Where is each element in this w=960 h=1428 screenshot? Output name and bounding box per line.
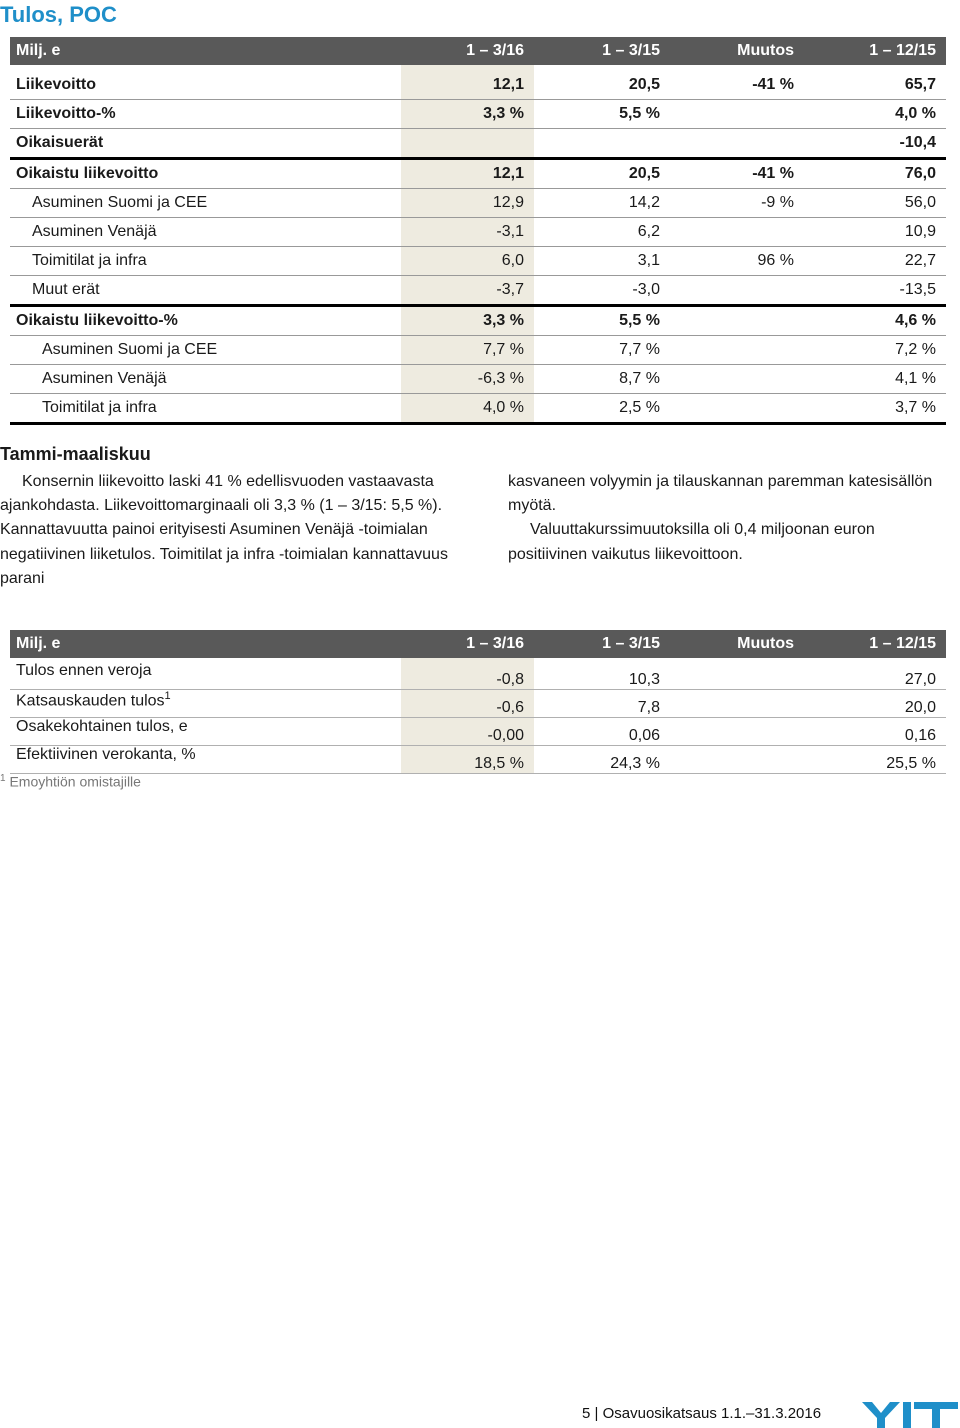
cell-value: 6,0 — [401, 247, 534, 276]
cell-value: -41 % — [670, 71, 804, 100]
row-label: Oikaistu liikevoitto — [10, 159, 401, 189]
page-title: Tulos, POC — [0, 2, 117, 27]
header-unit: Milj. e — [10, 37, 401, 65]
cell-value: 10,9 — [804, 218, 946, 247]
table-row — [10, 71, 946, 100]
table-row — [10, 100, 946, 129]
paragraph-text: Valuuttakurssimuutoksilla oli 0,4 miljoonan euron positiivinen vaikutus liikevoittoon. — [508, 521, 875, 563]
cell-value: 4,0 % — [401, 394, 534, 424]
cell-value: 18,5 % — [401, 746, 534, 774]
header-q1-2016: 1 – 3/16 — [401, 37, 534, 65]
table-row — [10, 129, 946, 159]
footnote-text: Emoyhtiön omistajille — [9, 773, 141, 790]
footnote-ref: 1 — [164, 690, 171, 702]
footnote-marker: 1 — [0, 773, 6, 784]
cell-value: 65,7 — [804, 71, 946, 100]
row-label: Toimitilat ja infra — [10, 394, 401, 424]
cell-value: 3,1 — [534, 247, 670, 276]
table-header-row — [10, 630, 946, 658]
cell-value — [670, 336, 804, 365]
row-label: Oikaistu liikevoitto-% — [10, 306, 401, 336]
table-row — [10, 690, 946, 718]
cell-value: 4,0 % — [804, 100, 946, 129]
cell-value — [670, 100, 804, 129]
cell-value: -6,3 % — [401, 365, 534, 394]
cell-value: -3,0 — [534, 276, 670, 306]
cell-value: 7,2 % — [804, 336, 946, 365]
cell-value: 3,3 % — [401, 100, 534, 129]
cell-value: 3,7 % — [804, 394, 946, 424]
table-row — [10, 662, 946, 690]
row-label: Asuminen Venäjä — [10, 365, 401, 394]
table-row — [10, 394, 946, 424]
row-label: Muut erät — [10, 276, 401, 306]
cell-value: 5,5 % — [534, 306, 670, 336]
page-number: 5 — [582, 1405, 591, 1422]
row-label: Asuminen Venäjä — [10, 218, 401, 247]
row-label — [10, 690, 401, 718]
report-name: Osavuosikatsaus 1.1.–31.3.2016 — [602, 1405, 822, 1422]
table-row — [10, 276, 946, 306]
cell-value: -9 % — [670, 189, 804, 218]
header-fy-2015: 1 – 12/15 — [804, 630, 946, 658]
cell-value: 96 % — [670, 247, 804, 276]
header-change: Muutos — [670, 37, 804, 65]
header-q1-2015: 1 – 3/15 — [534, 630, 670, 658]
paragraph-text: Konsernin liikevoitto laski 41 % edellisvuoden vastaavasta ajankohdasta. Liikevoittomarginaali oli 3,3 % (1 – 3/15: 5,5 %). Kannattavuutta painoi erityisesti Asuminen Venäjä -toimialan negatiivinen liiketulos. Toimitilat ja infra -toimialan kannattavuus parani — [0, 473, 448, 587]
page-footer — [582, 1405, 821, 1422]
cell-value: 22,7 — [804, 247, 946, 276]
cell-value — [670, 129, 804, 159]
row-label: Oikaisuerät — [10, 129, 401, 159]
cell-value — [670, 365, 804, 394]
cell-value — [534, 129, 670, 159]
header-fy-2015: 1 – 12/15 — [804, 37, 946, 65]
operating-profit-table — [10, 37, 946, 425]
cell-value — [670, 394, 804, 424]
cell-value: 0,06 — [534, 718, 670, 746]
row-label: Asuminen Suomi ja CEE — [10, 336, 401, 365]
cell-value: 7,8 — [534, 690, 670, 718]
cell-value — [401, 129, 534, 159]
cell-value — [670, 718, 804, 746]
cell-value — [670, 662, 804, 690]
row-label: Liikevoitto — [10, 71, 401, 100]
cell-value: 4,1 % — [804, 365, 946, 394]
table-row — [10, 218, 946, 247]
paragraph-text: kasvaneen volyymin ja tilauskannan paremman katesisällön myötä. — [508, 473, 933, 515]
cell-value: 12,9 — [401, 189, 534, 218]
cell-value: -10,4 — [804, 129, 946, 159]
cell-value: 8,7 % — [534, 365, 670, 394]
cell-value: 20,5 — [534, 71, 670, 100]
cell-value: 27,0 — [804, 662, 946, 690]
cell-value: 4,6 % — [804, 306, 946, 336]
cell-value: 76,0 — [804, 159, 946, 189]
cell-value: 20,5 — [534, 159, 670, 189]
cell-value: -0,00 — [401, 718, 534, 746]
footer-separator: | — [594, 1405, 599, 1422]
result-table — [10, 630, 946, 774]
table-row — [10, 189, 946, 218]
cell-value — [670, 218, 804, 247]
header-change: Muutos — [670, 630, 804, 658]
footnote — [0, 773, 141, 790]
row-label: Asuminen Suomi ja CEE — [10, 189, 401, 218]
cell-value: -0,6 — [401, 690, 534, 718]
cell-value — [670, 746, 804, 774]
row-label: Liikevoitto-% — [10, 100, 401, 129]
row-label: Osakekohtainen tulos, e — [10, 718, 401, 746]
cell-value: -3,1 — [401, 218, 534, 247]
cell-value: 12,1 — [401, 159, 534, 189]
row-label: Toimitilat ja infra — [10, 247, 401, 276]
cell-value: 25,5 % — [804, 746, 946, 774]
cell-value: 5,5 % — [534, 100, 670, 129]
cell-value: 7,7 % — [401, 336, 534, 365]
right-column-text — [508, 470, 948, 567]
yit-logo — [862, 1398, 958, 1428]
table-row — [10, 365, 946, 394]
table-row — [10, 306, 946, 336]
table-row — [10, 336, 946, 365]
table-row — [10, 159, 946, 189]
cell-value: 20,0 — [804, 690, 946, 718]
row-label: Efektiivinen verokanta, % — [10, 746, 401, 774]
cell-value — [670, 306, 804, 336]
table-row — [10, 247, 946, 276]
cell-value: 14,2 — [534, 189, 670, 218]
cell-value: -0,8 — [401, 662, 534, 690]
cell-value: 2,5 % — [534, 394, 670, 424]
cell-value — [670, 690, 804, 718]
cell-value: -3,7 — [401, 276, 534, 306]
header-q1-2015: 1 – 3/15 — [534, 37, 670, 65]
row-label-text: Katsauskauden tulos — [16, 692, 165, 710]
cell-value: 12,1 — [401, 71, 534, 100]
cell-value: 0,16 — [804, 718, 946, 746]
cell-value: 56,0 — [804, 189, 946, 218]
header-q1-2016: 1 – 3/16 — [401, 630, 534, 658]
cell-value: 10,3 — [534, 662, 670, 690]
header-unit: Milj. e — [10, 630, 401, 658]
cell-value: 3,3 % — [401, 306, 534, 336]
table-row — [10, 718, 946, 746]
row-label: Tulos ennen veroja — [10, 662, 401, 690]
cell-value: 7,7 % — [534, 336, 670, 365]
table-row — [10, 746, 946, 774]
cell-value: -41 % — [670, 159, 804, 189]
cell-value: 6,2 — [534, 218, 670, 247]
left-column-text — [0, 470, 470, 591]
cell-value — [670, 276, 804, 306]
cell-value: 24,3 % — [534, 746, 670, 774]
cell-value: -13,5 — [804, 276, 946, 306]
table-header-row — [10, 37, 946, 65]
section-title: Tammi-maaliskuu — [0, 444, 151, 464]
